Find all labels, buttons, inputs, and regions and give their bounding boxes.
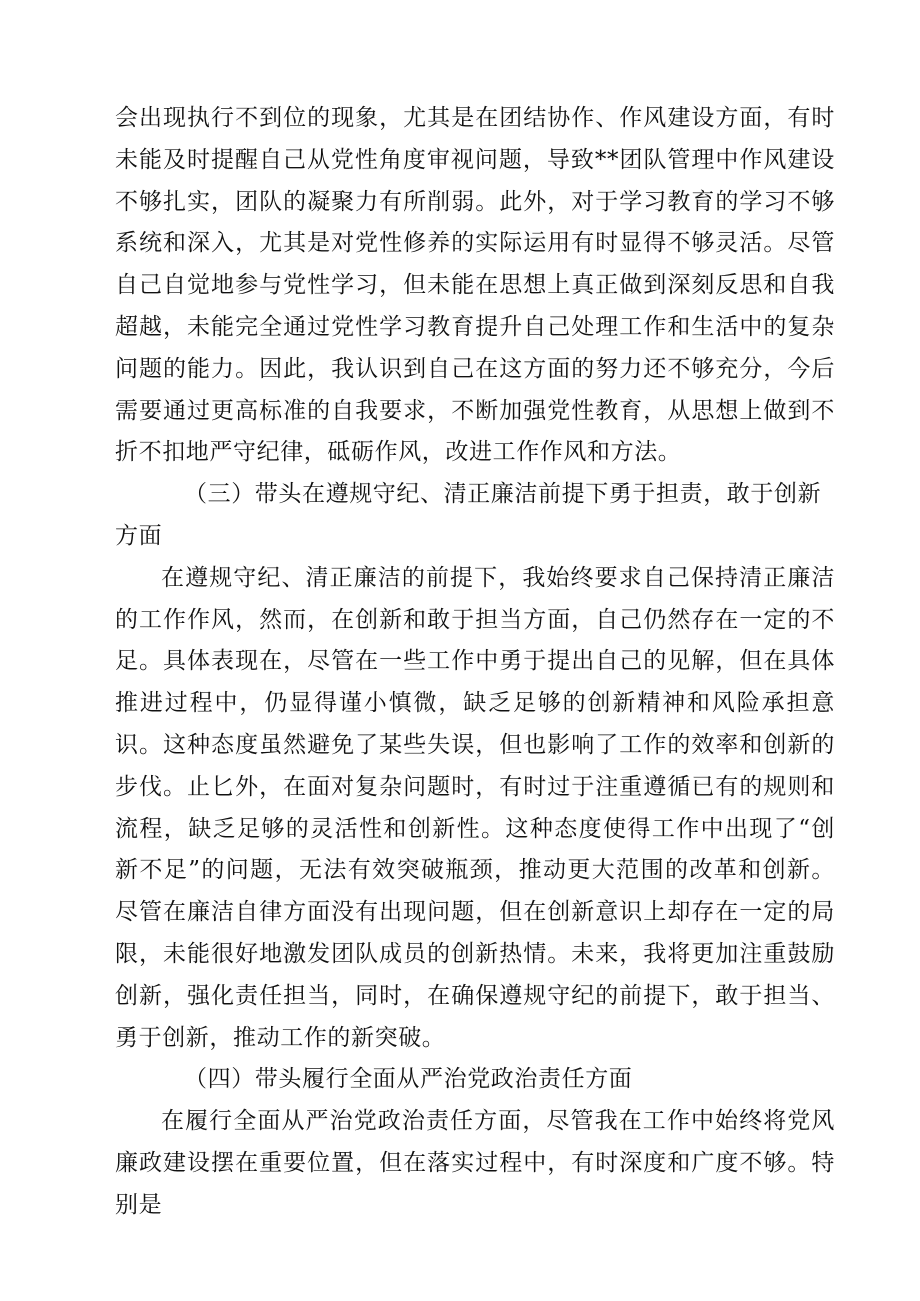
body-paragraph-section-four: 在履行全面从严治党政治责任方面，尽管我在工作中始终将党风廉政建设摆在重要位置，但在落实过程中，有时深度和广度不够。特别是 bbox=[115, 1108, 835, 1218]
section-heading-four: （四）带头履行全面从严治党政治责任方面 bbox=[184, 1066, 633, 1093]
body-paragraph-continued: 会出现执行不到位的现象，尤其是在团结协作、作风建设方面，有时未能及时提醒自己从党性角度审视问题，导致**团队管理中作风建设不够扎实，团队的凝聚力有所削弱。此外，对于学习教育的学习不够系统和深入，尤其是对党性修养的实际运用有时显得不够灵活。尽管自己自觉地参与党性学习，但未能在思想上真正做到深刻反思和自我超越，未能完全通过党性学习教育提升自己处理工作和生活中的复杂问题的能力。因此，我认识到自己在这方面的努力还不够充分，今后需要通过更高标准的自我要求，不断加强党性教育，从思想上做到不折不扣地严守纪律，砥砺作风，改进工作作风和方法。 bbox=[115, 105, 835, 466]
body-paragraph-section-three: 在遵规守纪、清正廉洁的前提下，我始终要求自己保持清正廉洁的工作作风，然而，在创新和敢于担当方面，自己仍然存在一定的不足。具体表现在，尽管在一些工作中勇于提出自己的见解，但在具体推进过程中，仍显得谨小慎微，缺乏足够的创新精神和风险承担意识。这种态度虽然避免了某些失误，但也影响了工作的效率和创新的步伐。止匕外，在面对复杂问题时，有时过于注重遵循已有的规则和流程，缺乏足够的灵活性和创新性。这种态度使得工作中出现了“创新不足”的问题，无法有效突破瓶颈，推动更大范围的改革和创新。尽管在廉洁自律方面没有出现问题，但在创新意识上却存在一定的局限，未能很好地激发团队成员的创新热情。未来，我将更加注重鼓励创新，强化责任担当，同时，在确保遵规守纪的前提下，敢于担当、勇于创新，推动工作的新突破。 bbox=[115, 564, 835, 1051]
document-body bbox=[115, 98, 835, 1227]
section-heading-three: （三）带头在遵规守纪、清正廉洁前提下勇于担责，敢于创新方面 bbox=[115, 481, 822, 549]
